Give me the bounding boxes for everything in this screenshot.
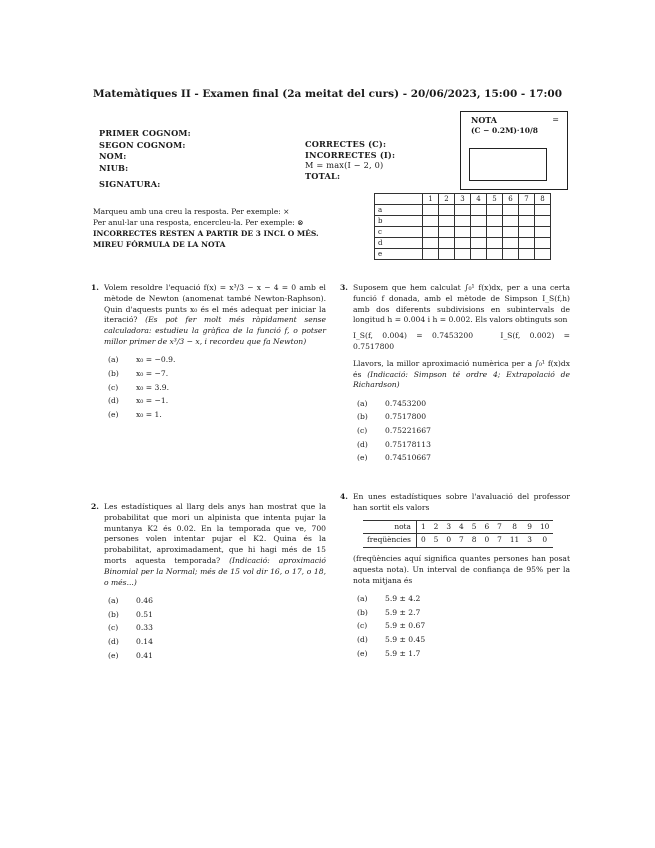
table-note-value: 2 (430, 520, 443, 534)
instruction-penalty: INCORRECTES RESTEN A PARTIR DE 3 INCL O MÉS. (93, 229, 319, 238)
instructions (93, 206, 353, 250)
answer-grid-row-label: b (375, 216, 423, 227)
option-label: (a) (357, 594, 368, 604)
option-value: x₀ = 1. (136, 409, 162, 419)
answer-grid-cell[interactable] (503, 238, 519, 249)
option-value: 0.74510667 (385, 453, 431, 463)
option-c[interactable] (108, 381, 326, 395)
answer-grid-cell[interactable] (519, 249, 535, 260)
answer-grid-row (375, 227, 551, 238)
question-text: Suposem que hem calculat ∫₀¹ f(x)dx, per a una certa funció f donada, amb el mètode de Simpson I_S(f,h) amb dos diferents subdivisions en subintervals de longitud h = 0.004 i h = 0.002. Els valors obtinguts son (353, 283, 570, 325)
option-label: (a) (108, 595, 119, 605)
option-d[interactable] (108, 395, 326, 409)
answer-grid-cell[interactable] (487, 227, 503, 238)
question-hint: (Indicació: Simpson té ordre 4; Extrapolació de Richardson) (353, 369, 570, 390)
options (357, 593, 570, 661)
table-header-label: nota (363, 520, 416, 534)
answer-grid-cell[interactable] (455, 238, 471, 249)
field-name: NOM: (99, 151, 127, 161)
answer-grid-cell[interactable] (503, 227, 519, 238)
answer-grid-corner (375, 194, 423, 205)
option-d[interactable] (108, 635, 326, 649)
answer-grid-row-label: d (375, 238, 423, 249)
option-e[interactable] (108, 649, 326, 663)
option-c[interactable] (357, 425, 570, 439)
option-value: 0.41 (136, 650, 153, 660)
table-note-value: 1 (416, 520, 429, 534)
table-freq-value: 0 (416, 534, 429, 548)
answer-grid-cell[interactable] (487, 249, 503, 260)
table-note-value: 3 (442, 520, 455, 534)
question-4 (340, 492, 570, 661)
option-d[interactable] (357, 634, 570, 648)
answer-grid-column-header: 4 (471, 194, 487, 205)
option-value: 0.75178113 (385, 439, 431, 449)
table-freq-value: 3 (523, 534, 536, 548)
answer-grid-column-header: 6 (503, 194, 519, 205)
answer-grid-cell[interactable] (535, 238, 551, 249)
option-value: 0.46 (136, 595, 153, 605)
answer-grid-cell[interactable] (535, 216, 551, 227)
answer-grid-cell[interactable] (535, 205, 551, 216)
answer-grid-cell[interactable] (455, 216, 471, 227)
answer-grid-header (375, 194, 551, 205)
answer-grid-cell[interactable] (423, 227, 439, 238)
question-text-2: (freqüències aquí significa quantes persones han posat aquesta nota). Un interval de confiança de 95% per la nota mitjana és (353, 554, 570, 585)
option-value: 5.9 ± 1.7 (385, 648, 421, 658)
answer-grid-cell[interactable] (439, 249, 455, 260)
answer-grid-row-label: c (375, 227, 423, 238)
option-b[interactable] (108, 608, 326, 622)
nota-input-box[interactable] (469, 148, 547, 181)
question-text: En unes estadístiques sobre l'avaluació del professor han sortit els valors (353, 492, 570, 512)
option-value: x₀ = 3.9. (136, 382, 170, 392)
answer-grid-cell[interactable] (503, 205, 519, 216)
answer-grid-cell[interactable] (423, 249, 439, 260)
exam-title: Matemàtiques II - Examen final (2a meitat del curs) - 20/06/2023, 15:00 - 17:00 (92, 88, 563, 100)
option-a[interactable] (357, 593, 570, 607)
option-label: (a) (357, 398, 368, 408)
option-value: 5.9 ± 4.2 (385, 594, 421, 604)
answer-grid-row (375, 216, 551, 227)
option-label: (b) (357, 607, 368, 617)
answer-grid-cell[interactable] (455, 249, 471, 260)
simpson-value-h002: I_S(f, 0.002) = 0.7517800 (353, 331, 570, 351)
instruction-cancel: Per anul·lar una resposta, encercleu-la. Per exemple: ⊗ (93, 218, 304, 227)
nota-label: NOTA (471, 115, 498, 125)
option-a[interactable] (357, 397, 570, 411)
question-text: Les estadístiques al llarg dels anys han mostrat que la probabilitat que mori un alpinista que intenta pujar la muntanya K2 és 0.02. En la temporada que ve, 700 persones volen intentar pujar el K2. Quina és la probabilitat, aproximadament, que hi hagi més de 15 morts aquesta temporada? (104, 502, 326, 565)
option-label: (b) (108, 368, 119, 378)
answer-grid-cell[interactable] (455, 205, 471, 216)
student-fields (99, 128, 191, 174)
option-label: (c) (357, 621, 368, 631)
nota-formula: (C − 0.2M)·10/8 (471, 126, 538, 135)
option-e[interactable] (357, 647, 570, 661)
option-c[interactable] (108, 622, 326, 636)
option-value: 5.9 ± 2.7 (385, 607, 421, 617)
options (108, 354, 326, 422)
question-number: 1. (91, 283, 99, 292)
answer-grid-cell[interactable] (471, 227, 487, 238)
option-b[interactable] (357, 606, 570, 620)
option-c[interactable] (357, 620, 570, 634)
simpson-value-h004: I_S(f, 0.004) = 0.7453200 (353, 331, 474, 341)
question-hint: (Indicació: aproximació Binomial per la Normal; més de 15 vol dir 16, o 17, o 18, o més...) (104, 555, 326, 587)
option-label: (e) (108, 409, 119, 419)
table-freq-value: 5 (430, 534, 443, 548)
answer-grid-cell[interactable] (487, 238, 503, 249)
answer-grid-cell[interactable] (487, 216, 503, 227)
table-freq-value: 0 (480, 534, 493, 548)
option-label: (e) (357, 453, 368, 463)
answer-grid-cell[interactable] (519, 205, 535, 216)
option-label: (e) (357, 648, 368, 658)
option-value: 0.33 (136, 623, 153, 633)
option-value: 0.51 (136, 609, 153, 619)
answer-grid-row (375, 238, 551, 249)
answer-grid-cell[interactable] (439, 216, 455, 227)
table-note-value: 5 (468, 520, 481, 534)
nota-equals: = (552, 115, 559, 124)
option-label: (d) (108, 396, 119, 406)
table-freq-value: 7 (493, 534, 506, 548)
option-label: (c) (357, 425, 368, 435)
table-note-value: 10 (536, 520, 553, 534)
table-freq-value: 0 (442, 534, 455, 548)
answer-grid-column-header: 7 (519, 194, 535, 205)
option-value: 0.7453200 (385, 398, 427, 408)
question-hint: (Es pot fer molt més ràpidament sense calculadora: estudieu la gràfica de la funció f, o potser millor primer de x³/3 − x, i recordeu que fa Newton) (104, 315, 327, 346)
answer-grid-column-header: 3 (455, 194, 471, 205)
table-note-value: 8 (506, 520, 523, 534)
answer-grid-row (375, 205, 551, 216)
option-label: (e) (108, 650, 119, 660)
option-label: (c) (108, 382, 119, 392)
answer-grid-column-header: 1 (423, 194, 439, 205)
table-freq-value: 7 (455, 534, 468, 548)
answer-grid (374, 193, 551, 260)
instruction-formula: MIREU FÓRMULA DE LA NOTA (93, 240, 226, 249)
frequency-table (363, 520, 553, 549)
option-value: 5.9 ± 0.67 (385, 621, 426, 631)
option-b[interactable] (357, 411, 570, 425)
answer-grid-cell[interactable] (439, 227, 455, 238)
table-note-value: 7 (493, 520, 506, 534)
question-text: Volem resoldre l'equació f(x) = x³/3 − x − 4 = 0 amb el mètode de Newton (anomenat també Newton-Raphson). Quin d'aquests punts x₀ és el més adequat per iniciar la iteració? (104, 283, 326, 325)
options (357, 397, 570, 465)
option-value: 0.14 (136, 636, 153, 646)
answer-grid-row-label: a (375, 205, 423, 216)
answer-grid-column-header: 8 (535, 194, 551, 205)
question-number: 2. (91, 502, 99, 511)
answer-grid-cell[interactable] (519, 227, 535, 238)
field-first-surname: PRIMER COGNOM: (99, 128, 191, 138)
table-row-label: freqüències (363, 534, 416, 548)
answer-grid-column-header: 2 (439, 194, 455, 205)
table-freq-value: 11 (506, 534, 523, 548)
answer-grid-cell[interactable] (471, 238, 487, 249)
field-incorrect: INCORRECTES (I): (305, 149, 396, 160)
answer-grid-cell[interactable] (455, 227, 471, 238)
question-number: 3. (340, 283, 348, 292)
table-freq-value: 0 (536, 534, 553, 548)
answer-grid-cell[interactable] (503, 216, 519, 227)
option-a[interactable] (108, 594, 326, 608)
question-number: 4. (340, 492, 348, 501)
instruction-mark: Marqueu amb una creu la resposta. Per exemple: × (93, 207, 290, 216)
simpson-values (353, 331, 570, 353)
option-d[interactable] (357, 438, 570, 452)
table-note-value: 9 (523, 520, 536, 534)
option-value: 5.9 ± 0.45 (385, 635, 426, 645)
question-2 (91, 502, 326, 663)
answer-grid-row-label: e (375, 249, 423, 260)
answer-grid-cell[interactable] (471, 205, 487, 216)
field-m-formula: M = max(I − 2, 0) (305, 160, 384, 170)
option-value: x₀ = −0.9. (136, 355, 176, 365)
option-label: (d) (108, 636, 119, 646)
answer-grid-cell[interactable] (439, 238, 455, 249)
answer-grid-cell[interactable] (519, 238, 535, 249)
table-freq-value: 8 (468, 534, 481, 548)
answer-grid-cell[interactable] (535, 227, 551, 238)
option-a[interactable] (108, 354, 326, 368)
options (108, 594, 326, 662)
field-niub: NIUB: (99, 162, 129, 173)
nota-box (460, 111, 568, 190)
field-total: TOTAL: (305, 170, 341, 181)
answer-grid-cell[interactable] (503, 249, 519, 260)
option-e[interactable] (108, 409, 326, 423)
option-value: x₀ = −7. (136, 368, 169, 378)
option-value: 0.7517800 (385, 412, 427, 422)
option-label: (b) (108, 609, 119, 619)
question-1 (91, 283, 326, 422)
question-3 (340, 283, 570, 466)
signature-label: SIGNATURA: (99, 179, 161, 189)
answer-grid-cell[interactable] (439, 205, 455, 216)
answer-grid-row (375, 249, 551, 260)
option-value: x₀ = −1. (136, 396, 169, 406)
answer-grid-cell[interactable] (423, 238, 439, 249)
field-second-surname: SEGON COGNOM: (99, 139, 186, 150)
option-value: 0.75221667 (385, 425, 431, 435)
score-fields (305, 139, 395, 181)
table-note-value: 4 (455, 520, 468, 534)
answer-grid-cell[interactable] (487, 205, 503, 216)
answer-grid-cell[interactable] (519, 216, 535, 227)
question-text-2: Llavors, la millor aproximació numèrica per a ∫₀¹ f(x)dx és (353, 358, 570, 379)
table-note-value: 6 (480, 520, 493, 534)
answer-grid-cell[interactable] (471, 249, 487, 260)
field-correct: CORRECTES (C): (305, 139, 387, 149)
option-label: (d) (357, 635, 368, 645)
option-label: (b) (357, 412, 368, 422)
option-label: (d) (357, 439, 368, 449)
option-e[interactable] (357, 452, 570, 466)
option-label: (a) (108, 355, 119, 365)
answer-grid-cell[interactable] (535, 249, 551, 260)
answer-grid-column-header: 5 (487, 194, 503, 205)
answer-grid-cell[interactable] (423, 205, 439, 216)
option-label: (c) (108, 623, 119, 633)
answer-grid-cell[interactable] (423, 216, 439, 227)
answer-grid-cell[interactable] (471, 216, 487, 227)
option-b[interactable] (108, 367, 326, 381)
